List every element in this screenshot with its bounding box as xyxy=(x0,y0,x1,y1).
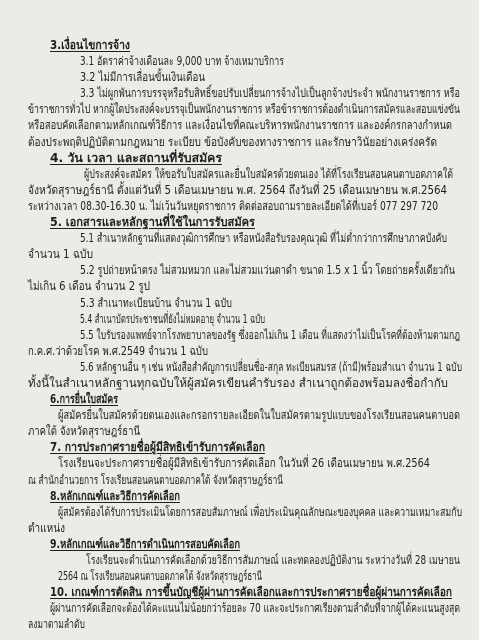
section-judging-criteria xyxy=(0,584,479,632)
section-heading: 4. วัน เวลา และสถานที่รับสมัคร xyxy=(50,150,222,165)
section-application-schedule xyxy=(0,150,479,214)
text-line: จังหวัดสุราษฎร์ธานี ตั้งแต่วันที่ 5 เดือนเมษายน พ.ศ. 2564 ถึงวันที่ 25 เดือนเมษายน พ.ศ.2564 xyxy=(28,182,448,197)
text-line: 3.2 ไม่มีการเลื่อนขั้นเงินเดือน xyxy=(80,70,205,85)
text-line: ต้องประพฤติปฏิบัติตามกฎหมาย ระเบียบ ข้อบังคับของทางราชการ และรักษาวินัยอย่างเคร่งครัด xyxy=(28,134,438,149)
section-heading: 6.การยื่นใบสมัคร xyxy=(50,392,119,407)
text-line: ณ สำนักอำนวยการ โรงเรียนสอนคนตาบอดภาคใต้ จังหวัดสุราษฎร์ธานี xyxy=(28,472,284,487)
text-line: โรงเรียนจะดำเนินการคัดเลือกด้วยวิธีการสัมภาษณ์ และทดลองปฏิบัติงาน ระหว่างวันที่ 28 เมษายน xyxy=(86,553,461,567)
text-line: ผู้สมัครต้องได้รับการประเมินโดยการสอบสัมภาษณ์ เพื่อประเมินคุณลักษณะของบุคคล และความเหมาะสมกับ xyxy=(58,504,463,519)
text-line: 5.5 ใบรับรองแพทย์จากโรงพยาบาลของรัฐ ซึ่งออกไม่เกิน 1 เดือน ที่แสดงว่าไม่เป็นโรคที่ต้องห้ามตามกฎ xyxy=(80,327,461,342)
list-item xyxy=(0,53,479,69)
text-line: ภาคใต้ จังหวัดสุราษฎร์ธานี xyxy=(28,424,141,439)
section-heading: 3.เงื่อนไขการจ้าง xyxy=(50,38,130,52)
text-line: 5.4 สำเนาบัตรประชาชนที่ยังไม่หมดอายุ จำนวน 1 ฉบับ xyxy=(80,311,266,326)
text-line: จำนวน 1 ฉบับ xyxy=(28,247,94,262)
list-item xyxy=(0,262,479,294)
list-item xyxy=(0,359,479,391)
text-line: 3.1 อัตราค่าจ้างเดือนละ 9,000 บาท จ้างเหมาบริการ xyxy=(80,54,285,69)
paragraph xyxy=(0,455,479,487)
text-line: 5.6 หลักฐานอื่น ๆ เช่น หนังสือสำคัญการเปลี่ยนชื่อ-สกุล ทะเบียนสมรส (ถ้ามี)พร้อมสำเนา จำนวน 1 ฉบับ xyxy=(80,359,463,374)
section-application-submission xyxy=(0,391,479,439)
list-item xyxy=(0,327,479,359)
section-required-documents xyxy=(0,214,479,391)
section-eligible-list-announcement xyxy=(0,439,479,487)
text-line: ผู้สมัครยื่นใบสมัครด้วยตนเองและกรอกรายละเอียดในใบสมัครตามรูปแบบของโรงเรียนสอนคนตาบอด xyxy=(58,408,461,423)
section-heading: 7. การประกาศรายชื่อผู้มีสิทธิเข้ารับการคัดเลือก xyxy=(50,440,266,455)
text-line: ทั้งนี้ในสำเนาหลักฐานทุกฉบับให้ผู้สมัครเขียนคำรับรอง สำเนาถูกต้องพร้อมลงชื่อกำกับ xyxy=(28,375,448,390)
section-selection-process xyxy=(0,536,479,584)
text-line: ตำแหน่ง xyxy=(28,520,66,535)
section-employment-conditions xyxy=(0,37,479,150)
list-item xyxy=(0,230,479,262)
paragraph xyxy=(0,552,479,584)
list-item xyxy=(0,311,479,327)
section-selection-criteria xyxy=(0,488,479,536)
text-line: ผู้ผ่านการคัดเลือกจะต้องได้คะแนนไม่น้อยกว่าร้อยละ 70 และจะประกาศเรียงตามลำดับที่จากผู้ได้คะแนนสูงสุด xyxy=(50,601,461,616)
text-line: 5.1 สำเนาหลักฐานที่แสดงวุฒิการศึกษา หรือหนังสือรับรองคุณวุฒิ ที่ไม่ต่ำกว่าการศึกษาภาคบังคับ xyxy=(80,231,448,246)
list-item xyxy=(0,295,479,311)
list-item xyxy=(0,69,479,85)
text-line: ไม่เกิน 6 เดือน จำนวน 2 รูป xyxy=(28,279,150,294)
section-heading: 9.หลักเกณฑ์และวิธีการดำเนินการสอบคัดเลือก xyxy=(50,536,240,551)
text-line: 5.3 สำเนาทะเบียนบ้าน จำนวน 1 ฉบับ xyxy=(80,295,232,310)
paragraph xyxy=(0,504,479,536)
section-heading: 10. เกณฑ์การตัดสิน การขึ้นบัญชีผู้ผ่านการคัดเลือกและการประกาศรายชื่อผู้ผ่านการคัดเลือก xyxy=(50,585,452,600)
text-line: ก.ค.ศ.ว่าด้วยโรค พ.ศ.2549 จำนวน 1 ฉบับ xyxy=(28,343,208,358)
text-line: ข้าราชการทั่วไป หากผู้ใดประสงค์จะบรรจุเป็นพนักงานราชการ หรือข้าราชการต้องดำเนินการสมัครและสอบแข่งขัน xyxy=(28,102,461,117)
paragraph xyxy=(0,166,479,214)
text-line: โรงเรียนจะประกาศรายชื่อผู้มีสิทธิเข้ารับการคัดเลือก ในวันที่ 26 เดือนเมษายน พ.ศ.2564 xyxy=(58,456,430,471)
section-heading: 5. เอกสารและหลักฐานที่ใช้ในการรับสมัคร xyxy=(50,215,255,230)
text-line: 5.2 รูปถ่ายหน้าตรง ไม่สวมหมวก และไม่สวมแว่นตาดำ ขนาด 1.5 x 1 นิ้ว โดยถ่ายครั้งเดียวกัน xyxy=(80,263,455,278)
paragraph xyxy=(0,600,479,632)
text-line: 3.3 ไม่ผูกพันการบรรจุหรือรับสิทธิ์ขอปรับเปลี่ยนการจ้างไปเป็นลูกจ้างประจำ พนักงานราชการ หรือ xyxy=(80,86,460,101)
text-line: หรือสอบคัดเลือกตามหลักเกณฑ์วิธีการ และเงื่อนไขที่คณะบริหารพนักงานราชการ และองค์กรกลางกำหนด xyxy=(28,118,453,133)
list-item xyxy=(0,85,479,149)
section-heading: 8.หลักเกณฑ์และวิธีการคัดเลือก xyxy=(50,488,180,503)
text-line: ระหว่างเวลา 08.30-16.30 น. ไม่เว้นวันหยุดราชการ ติดต่อสอบถามรายละเอียดได้ที่เบอร์ 077 297 720 xyxy=(28,198,438,213)
text-line: ผู้ประสงค์จะสมัคร ให้ขอรับใบสมัครและยื่นใบสมัครด้วยตนเอง ได้ที่โรงเรียนสอนคนตาบอดภาคใต้ xyxy=(84,166,453,181)
paragraph xyxy=(0,407,479,439)
text-line: 2564 ณ โรงเรียนสอนคนตาบอดภาคใต้ จังหวัดสุราษฎร์ธานี xyxy=(58,569,263,584)
text-line: ลงมาตามลำดับ xyxy=(28,617,86,632)
